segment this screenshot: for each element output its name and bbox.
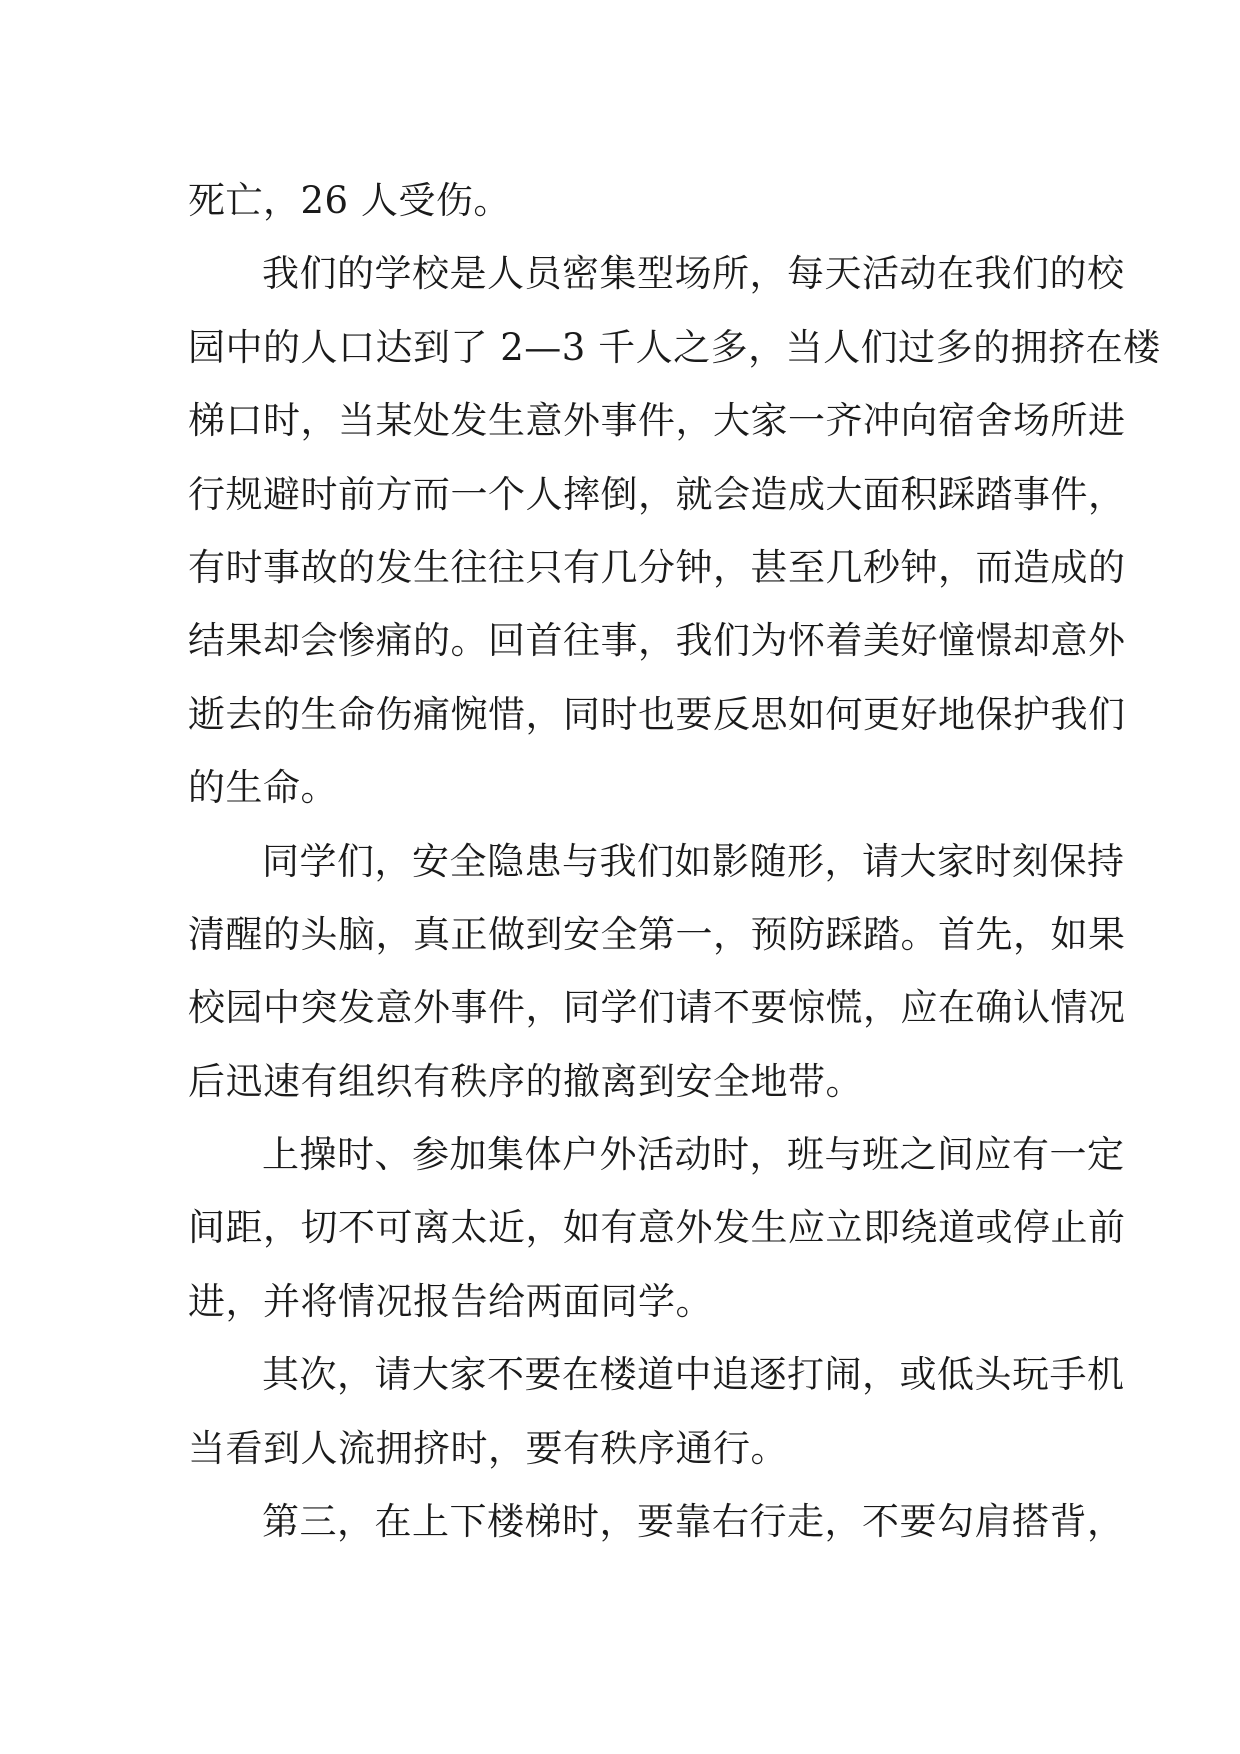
text-line: 死亡，26 人受伤。: [188, 179, 511, 222]
text-line: 的生命。: [188, 766, 338, 810]
text-line: 行规避时前方而一个人摔倒，就会造成大面积踩踏事件，: [188, 472, 1126, 516]
text-line: 结果却会惨痛的。回首往事，我们为怀着美好憧憬却意外: [188, 619, 1126, 663]
text-line: 我们的学校是人员密集型场所，每天活动在我们的校: [262, 252, 1125, 296]
text-line: 逝去的生命伤痛惋惜，同时也要反思如何更好地保护我们: [188, 692, 1126, 736]
body-text: [188, 164, 1161, 1558]
text-line: 园中的人口达到了 2—3 千人之多，当人们过多的拥挤在楼: [188, 325, 1161, 369]
text-line: 后迅速有组织有秩序的撤离到安全地带。: [188, 1059, 863, 1103]
text-line: 校园中突发意外事件，同学们请不要惊慌，应在确认情况: [188, 986, 1126, 1030]
text-line: 其次，请大家不要在楼道中追逐打闹，或低头玩手机: [262, 1353, 1125, 1397]
text-line: 同学们，安全隐患与我们如影随形，请大家时刻保持: [262, 839, 1125, 883]
text-line: 有时事故的发生往往只有几分钟，甚至几秒钟，而造成的: [188, 545, 1126, 589]
text-line: 清醒的头脑，真正做到安全第一，预防踩踏。首先，如果: [188, 912, 1126, 956]
text-line: 进，并将情况报告给两面同学。: [188, 1279, 713, 1323]
text-line: 当看到人流拥挤时，要有秩序通行。: [188, 1426, 788, 1470]
text-line: 第三，在上下楼梯时，要靠右行走，不要勾肩搭背，: [262, 1500, 1125, 1544]
text-line: 上操时、参加集体户外活动时，班与班之间应有一定: [262, 1133, 1125, 1177]
text-line: 间距，切不可离太近，如有意外发生应立即绕道或停止前: [188, 1206, 1126, 1250]
text-line: 梯口时，当某处发生意外事件，大家一齐冲向宿舍场所进: [188, 399, 1126, 443]
